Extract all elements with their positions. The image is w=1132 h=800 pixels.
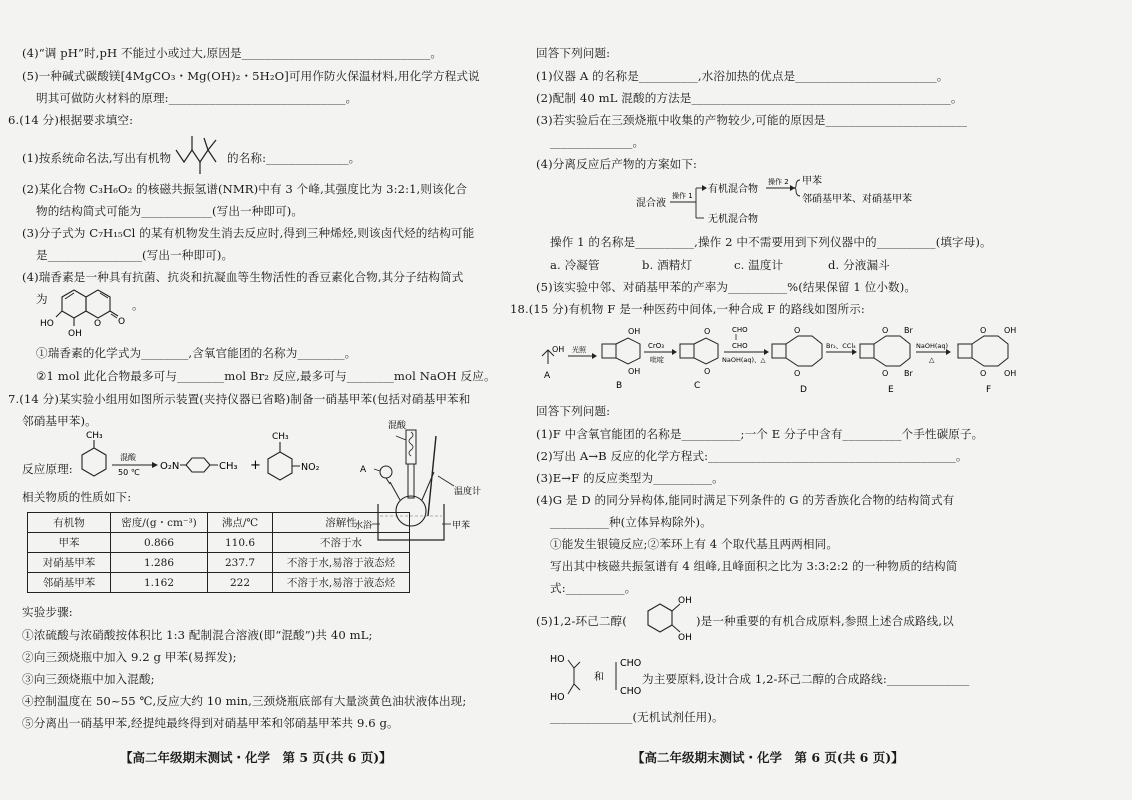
step-3: ③向三颈烧瓶中加入混酸; bbox=[22, 672, 155, 686]
cond-heat: △ bbox=[929, 356, 935, 364]
label-D: D bbox=[800, 385, 807, 395]
apparatus-label-mixed-acid: 混酸 bbox=[388, 421, 407, 431]
question-7-line1: 7.(14 分)某实验小组用如图所示装置(夹持仪器已省略)制备一硝基甲苯(包括对硝基甲苯和 bbox=[8, 392, 471, 406]
flow-mixture: 混合液 bbox=[636, 198, 666, 209]
q6-part1-a: (1)按系统命名法,写出有机物 bbox=[22, 151, 172, 165]
step-1: ①浓硫酸与浓硝酸按体积比 1:3 配制混合溶液(即“混酸”)共 40 mL; bbox=[22, 628, 373, 642]
label-A: A bbox=[544, 371, 551, 381]
option-c: c. 温度计 bbox=[734, 258, 784, 272]
condition-temperature: 50 ℃ bbox=[118, 468, 140, 477]
and-word: 和 bbox=[594, 672, 604, 683]
q18-answer-4-b: __________种(立体异构除外)。 bbox=[550, 515, 712, 529]
cond-naoh: NaOH(aq) bbox=[916, 342, 949, 350]
diol-oh-top: OH bbox=[678, 596, 692, 606]
apparatus-label-A: A bbox=[360, 465, 367, 475]
q7-answer-4: (4)分离反应后产物的方案如下: bbox=[536, 157, 698, 171]
C-o-top: O bbox=[704, 327, 711, 336]
ring-o-label: O bbox=[94, 319, 102, 329]
glyoxal-cho-top: CHO bbox=[620, 658, 642, 669]
q5-part4: (4)“调 pH”时,pH 不能过小或过大,原因是________________________________。 bbox=[22, 46, 443, 60]
step-2: ②向三颈烧瓶中加入 9.2 g 甲苯(易挥发); bbox=[22, 650, 237, 664]
q18-answer-intro: 回答下列问题: bbox=[536, 404, 611, 418]
oh-label: OH bbox=[68, 329, 82, 339]
F-oh-top: OH bbox=[1004, 326, 1017, 335]
q6-part1-b: 的名称:______________。 bbox=[227, 151, 361, 165]
steps-title: 实验步骤: bbox=[22, 605, 73, 619]
q18-answer-5-d: ______________(无机试剂任用)。 bbox=[550, 710, 724, 724]
q18-answer-2: (2)写出 A→B 反应的化学方程式:__________________________________________。 bbox=[536, 449, 968, 463]
cond-pyridine: 吡啶 bbox=[650, 356, 664, 364]
question-6-title: 6.(14 分)根据要求填空: bbox=[8, 113, 134, 127]
cond-cho-1: CHO bbox=[732, 326, 748, 334]
q7-answer-2: (2)配制 40 mL 混酸的方法是____________________________________________。 bbox=[536, 91, 963, 105]
q7-answer-3-a: (3)若实验后在三颈烧瓶中收集的产物较少,可能的原因是________________________ bbox=[536, 113, 967, 127]
footer-page-6: 【高二年级期末测试・化学 第 6 页(共 6 页)】 bbox=[632, 750, 904, 765]
q6-part2-b: 物的结构简式可能为____________(写出一种即可)。 bbox=[36, 204, 304, 218]
C-o-bottom: O bbox=[704, 367, 711, 376]
label-F: F bbox=[986, 385, 992, 395]
p-nitro-o2n: O₂N bbox=[160, 461, 180, 472]
q6-part3-a: (3)分子式为 C₇H₁₅Cl 的某有机物发生消去反应时,得到三种烯烃,则该卤代烃的结构可能 bbox=[22, 226, 475, 240]
carbonyl-o-label: O bbox=[118, 317, 126, 327]
cyclohexanediol-structure bbox=[640, 594, 696, 644]
q5-part5-line1: (5)一种碱式碳酸镁[4MgCO₃・Mg(OH)₂・5H₂O]可用作防火保温材料,用化学方程式说 bbox=[22, 69, 480, 83]
footer-page-5: 【高二年级期末测试・化学 第 5 页(共 6 页)】 bbox=[120, 750, 392, 765]
F-o-top: O bbox=[980, 326, 987, 335]
apparatus-label-thermometer: 温度计 bbox=[454, 487, 482, 497]
q6-part4-i: ①瑞香素的化学式为________,含氧官能团的名称为________。 bbox=[36, 346, 357, 360]
q18-answer-5-b: )是一种重要的有机合成原料,参照上述合成路线,以 bbox=[696, 614, 954, 628]
q6-part4-b: 为 bbox=[36, 292, 48, 306]
answer-intro: 回答下列问题: bbox=[536, 46, 611, 60]
o-nitro-no2: NO₂ bbox=[301, 462, 320, 473]
label-E: E bbox=[888, 385, 894, 395]
q6-part4-c: 。 bbox=[132, 298, 144, 312]
cell-density: 0.866 bbox=[111, 533, 208, 553]
q5-part5-line2: 明其可做防火材料的原理:______________________________。 bbox=[36, 91, 358, 105]
ho-label: HO bbox=[40, 319, 54, 329]
B-oh-bottom: OH bbox=[628, 367, 641, 376]
header-substance: 有机物 bbox=[28, 513, 111, 533]
q18-answer-3: (3)E→F 的反应类型为__________。 bbox=[536, 471, 724, 485]
q18-answer-4-c: ①能发生银镜反应;②苯环上有 4 个取代基且两两相同。 bbox=[550, 537, 839, 551]
compound-F-structure bbox=[956, 322, 1036, 398]
synthesis-route-scheme bbox=[536, 322, 956, 398]
diol-oh-bottom: OH bbox=[678, 633, 692, 643]
F-o-bottom: O bbox=[980, 369, 987, 378]
cell-density: 1.162 bbox=[111, 573, 208, 593]
header-density: 密度/(g・cm⁻³) bbox=[111, 513, 208, 533]
flow-inorganic-mixture: 无机混合物 bbox=[708, 214, 758, 225]
label-C: C bbox=[694, 381, 701, 391]
cell-density: 1.286 bbox=[111, 553, 208, 573]
cond-cho-2: CHO bbox=[732, 342, 748, 350]
D-o-top: O bbox=[794, 326, 801, 335]
question-18-title: 18.(15 分)有机物 F 是一种医药中间体,一种合成 F 的路线如图所示: bbox=[510, 302, 865, 316]
separation-flowchart bbox=[636, 176, 912, 230]
flow-toluene: 甲苯 bbox=[802, 176, 822, 187]
cond-br2: Br₂、CCl₄ bbox=[826, 342, 856, 350]
table-row bbox=[28, 533, 410, 553]
table-row bbox=[28, 553, 410, 573]
option-b: b. 酒精灯 bbox=[642, 258, 693, 272]
alkane-skeleton-structure bbox=[172, 132, 222, 178]
cell-solubility: 不溶于水,易溶于液态烃 bbox=[273, 553, 410, 573]
q7-answer-5: (5)该实验中邻、对硝基甲苯的产率为__________%(结果保留 1 位小数)。 bbox=[536, 280, 917, 294]
condition-mixed-acid: 混酸 bbox=[120, 453, 136, 462]
header-solubility: 溶解性 bbox=[273, 513, 410, 533]
reaction-principle-label: 反应原理: bbox=[22, 462, 73, 476]
table-title: 相关物质的性质如下: bbox=[22, 490, 132, 504]
table-header-row bbox=[28, 513, 410, 533]
q6-part2-a: (2)某化合物 C₃H₆O₂ 的核磁共振氢谱(NMR)中有 3 个峰,其强度比为 3:2:1,则该化合 bbox=[22, 182, 468, 196]
diol-ho-top: HO bbox=[550, 654, 565, 665]
cell-solubility: 不溶于水,易溶于液态烃 bbox=[273, 573, 410, 593]
q18-answer-4-e: 式:__________。 bbox=[550, 581, 637, 595]
q18-answer-4-d: 写出其中核磁共振氢谱有 4 组峰,且峰面积之比为 3:3:2:2 的一种物质的结构简 bbox=[550, 559, 958, 573]
daphnetin-structure bbox=[40, 284, 132, 340]
table-row bbox=[28, 573, 410, 593]
question-7-line2: 邻硝基甲苯)。 bbox=[22, 414, 97, 428]
q18-answer-5-c: 为主要原料,设计合成 1,2-环己二醇的合成路线:______________ bbox=[642, 672, 970, 686]
E-br-top: Br bbox=[904, 326, 913, 335]
flow-operation-2: 操作 2 bbox=[768, 178, 789, 186]
B-oh-top: OH bbox=[628, 327, 641, 336]
cell-substance: 对硝基甲苯 bbox=[28, 553, 111, 573]
label-B: B bbox=[616, 381, 623, 391]
E-o-top: O bbox=[882, 326, 889, 335]
A-oh: OH bbox=[552, 345, 565, 354]
cond-naoh-heat: NaOH(aq)、△ bbox=[722, 356, 766, 364]
flow-nitrotoluenes: 邻硝基甲苯、对硝基甲苯 bbox=[802, 194, 912, 205]
cell-boiling-point: 110.6 bbox=[208, 533, 273, 553]
q7-answer-3-b: ______________。 bbox=[550, 135, 645, 149]
step-5: ⑤分离出一硝基甲苯,经提纯最终得到对硝基甲苯和邻硝基甲苯共 9.6 g。 bbox=[22, 716, 399, 730]
D-o-bottom: O bbox=[794, 369, 801, 378]
q18-answer-4-a: (4)G 是 D 的同分异构体,能同时满足下列条件的 G 的芳香族化合物的结构简式有 bbox=[536, 493, 955, 507]
q6-part4-a: (4)瑞香素是一种具有抗菌、抗炎和抗凝血等生物活性的香豆素化合物,其分子结构简式 bbox=[22, 270, 464, 284]
E-o-bottom: O bbox=[882, 369, 889, 378]
cell-boiling-point: 222 bbox=[208, 573, 273, 593]
properties-table bbox=[27, 512, 410, 593]
cond-cro3: CrO₃ bbox=[648, 342, 665, 350]
page-6 bbox=[510, 0, 1132, 800]
option-a: a. 冷凝管 bbox=[550, 258, 600, 272]
step-4: ④控制温度在 50~55 ℃,反应大约 10 min,三颈烧瓶底部有大量淡黄色油状液体出现; bbox=[22, 694, 467, 708]
q6-part4-ii: ②1 mol 此化合物最多可与________mol Br₂ 反应,最多可与________mol NaOH 反应。 bbox=[36, 369, 496, 383]
q6-part3-b: 是________________(写出一种即可)。 bbox=[36, 248, 234, 262]
p-nitro-ch3: CH₃ bbox=[219, 461, 238, 472]
apparatus-label-water-bath: 水浴 bbox=[354, 521, 373, 531]
q7-answer-1: (1)仪器 A 的名称是__________,水浴加热的优点是________________________。 bbox=[536, 69, 949, 83]
q7-answer-4-b: 操作 1 的名称是__________,操作 2 中不需要用到下列仪器中的__________(填字母)。 bbox=[550, 235, 992, 249]
apparatus-diagram bbox=[356, 416, 506, 546]
flow-operation-1: 操作 1 bbox=[672, 192, 693, 200]
cell-boiling-point: 237.7 bbox=[208, 553, 273, 573]
apparatus-label-toluene: 甲苯 bbox=[452, 521, 471, 531]
E-br-bottom: Br bbox=[904, 369, 913, 378]
header-boiling-point: 沸点/℃ bbox=[208, 513, 273, 533]
flow-organic-mixture: 有机混合物 bbox=[708, 184, 758, 195]
toluene-ch3: CH₃ bbox=[86, 431, 103, 441]
cell-substance: 邻硝基甲苯 bbox=[28, 573, 111, 593]
cond-light: 光照 bbox=[572, 346, 586, 354]
cell-solubility: 不溶于水 bbox=[273, 533, 410, 553]
o-nitro-ch3: CH₃ bbox=[272, 432, 289, 442]
option-d: d. 分液漏斗 bbox=[828, 258, 890, 272]
cell-substance: 甲苯 bbox=[28, 533, 111, 553]
q18-answer-1: (1)F 中含氧官能团的名称是__________;一个 E 分子中含有__________个手性碳原子。 bbox=[536, 427, 984, 441]
F-oh-bottom: OH bbox=[1004, 369, 1017, 378]
diol-ho-bottom: HO bbox=[550, 692, 565, 703]
glyoxal-cho-bottom: CHO bbox=[620, 686, 642, 697]
plus-sign: + bbox=[250, 458, 261, 473]
q18-answer-5-a: (5)1,2-环己二醇( bbox=[536, 614, 627, 628]
